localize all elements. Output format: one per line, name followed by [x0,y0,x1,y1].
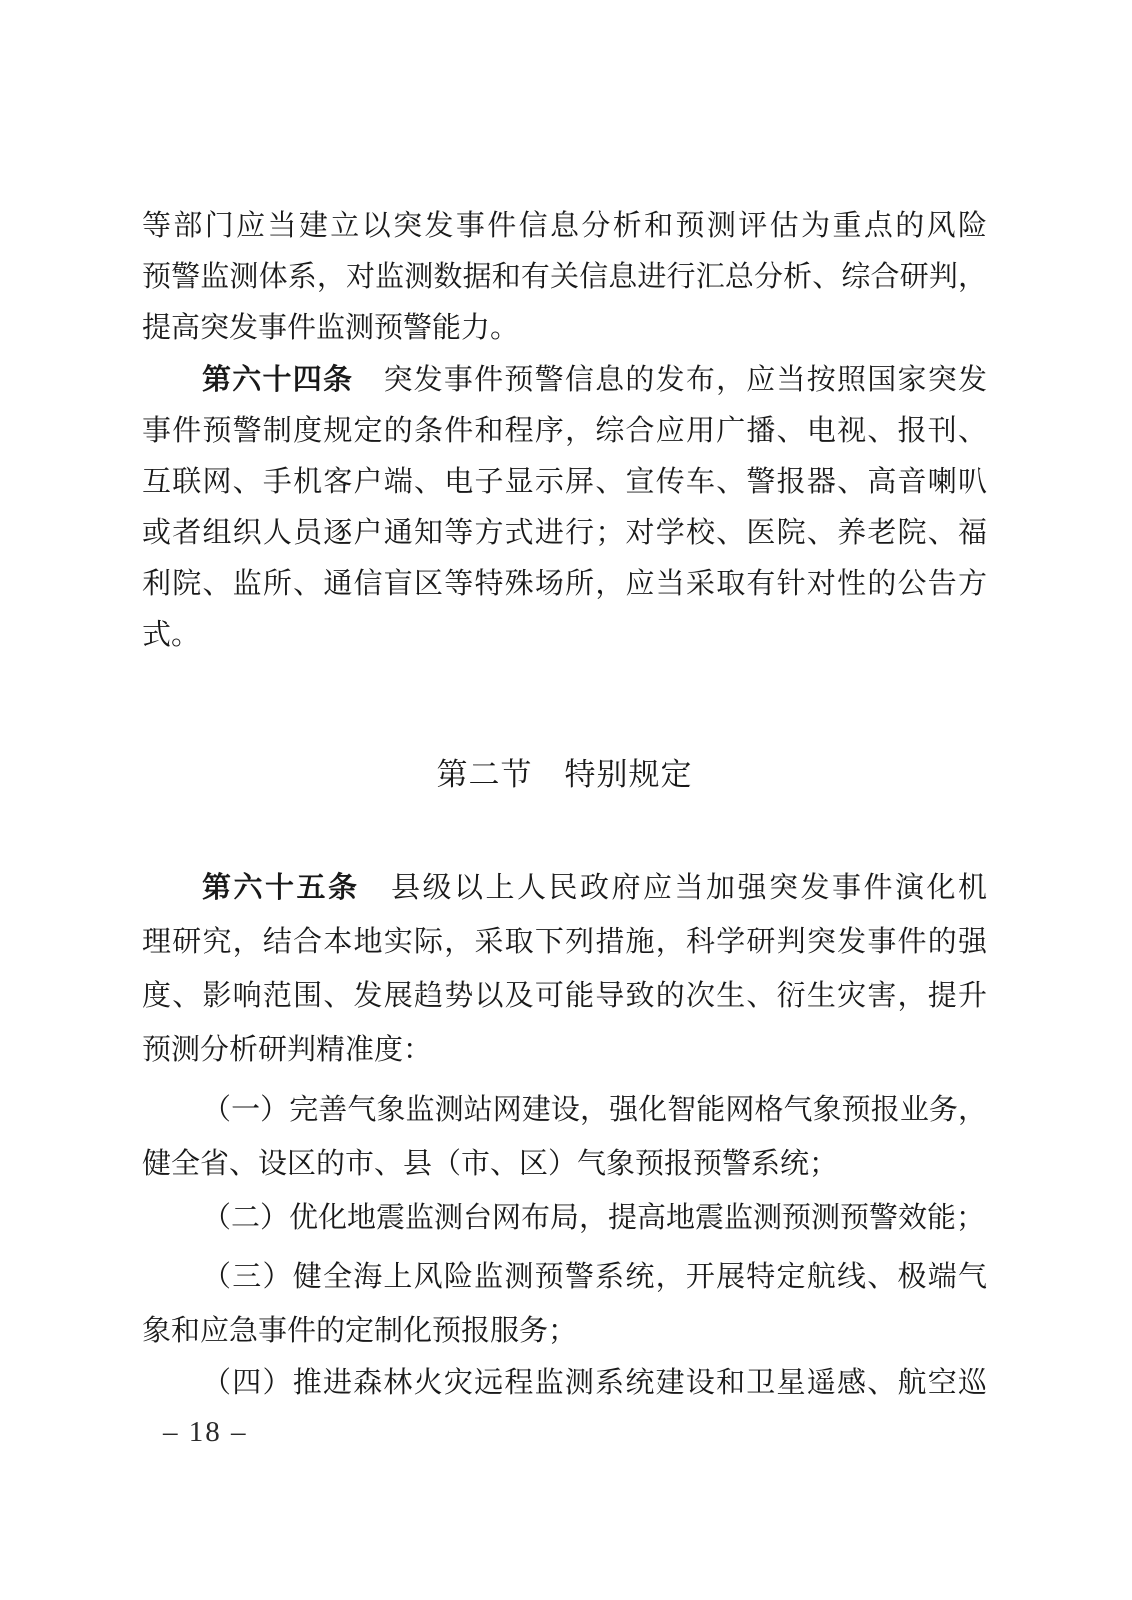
list-item-2 [142,1191,987,1245]
text-line: 理研究，结合本地实际，采取下列措施，科学研判突发事件的强 [142,926,987,958]
paragraph-article-64 [142,355,987,661]
text-line: 提高突发事件监测预警能力。 [142,312,520,344]
text-line: 度、影响范围、发展趋势以及可能导致的次生、衍生灾害，提升 [142,980,987,1012]
text-line: 预警监测体系，对监测数据和有关信息进行汇总分析、综合研判， [142,261,987,293]
text-line: （一）完善气象监测站网建设，强化智能网格气象预报业务， [202,1094,987,1126]
text-line [142,355,987,406]
list-item-3 [142,1250,987,1358]
text-line: 预测分析研判精准度： [142,1034,433,1066]
text-line: （三）健全海上风险监测预警系统，开展特定航线、极端气 [202,1261,987,1293]
paragraph-article-65 [142,861,987,1077]
text-line: 象和应急事件的定制化预报服务； [142,1315,578,1347]
article-text: 突发事件预警信息的发布，应当按照国家突发 [353,364,987,396]
list-item-4 [142,1356,987,1410]
text-line: （四）推进森林火灾远程监测系统建设和卫星遥感、航空巡 [202,1367,987,1399]
list-item-1 [142,1083,987,1191]
paragraph-continuation [142,201,987,354]
article-text: 县级以上人民政府应当加强突发事件演化机 [359,872,987,904]
article-number: 第六十五条 [202,872,360,904]
text-line [142,861,987,915]
text-line: 利院、监所、通信盲区等特殊场所，应当采取有针对性的公告方 [142,568,987,600]
text-line: （二）优化地震监测台网布局，提高地震监测预测预警效能； [202,1202,986,1234]
text-line: 事件预警制度规定的条件和程序，综合应用广播、电视、报刊、 [142,415,987,447]
page-number: – 18 – [163,1416,248,1448]
section-heading: 第二节 特别规定 [436,757,693,792]
text-line: 或者组织人员逐户通知等方式进行；对学校、医院、养老院、福 [142,517,987,549]
text-line: 互联网、手机客户端、电子显示屏、宣传车、警报器、高音喇叭 [142,466,987,498]
text-line: 式。 [142,619,201,651]
article-number: 第六十四条 [202,364,354,396]
text-line: 等部门应当建立以突发事件信息分析和预测评估为重点的风险 [142,210,987,242]
text-line: 健全省、设区的市、县（市、区）气象预报预警系统； [142,1148,839,1180]
